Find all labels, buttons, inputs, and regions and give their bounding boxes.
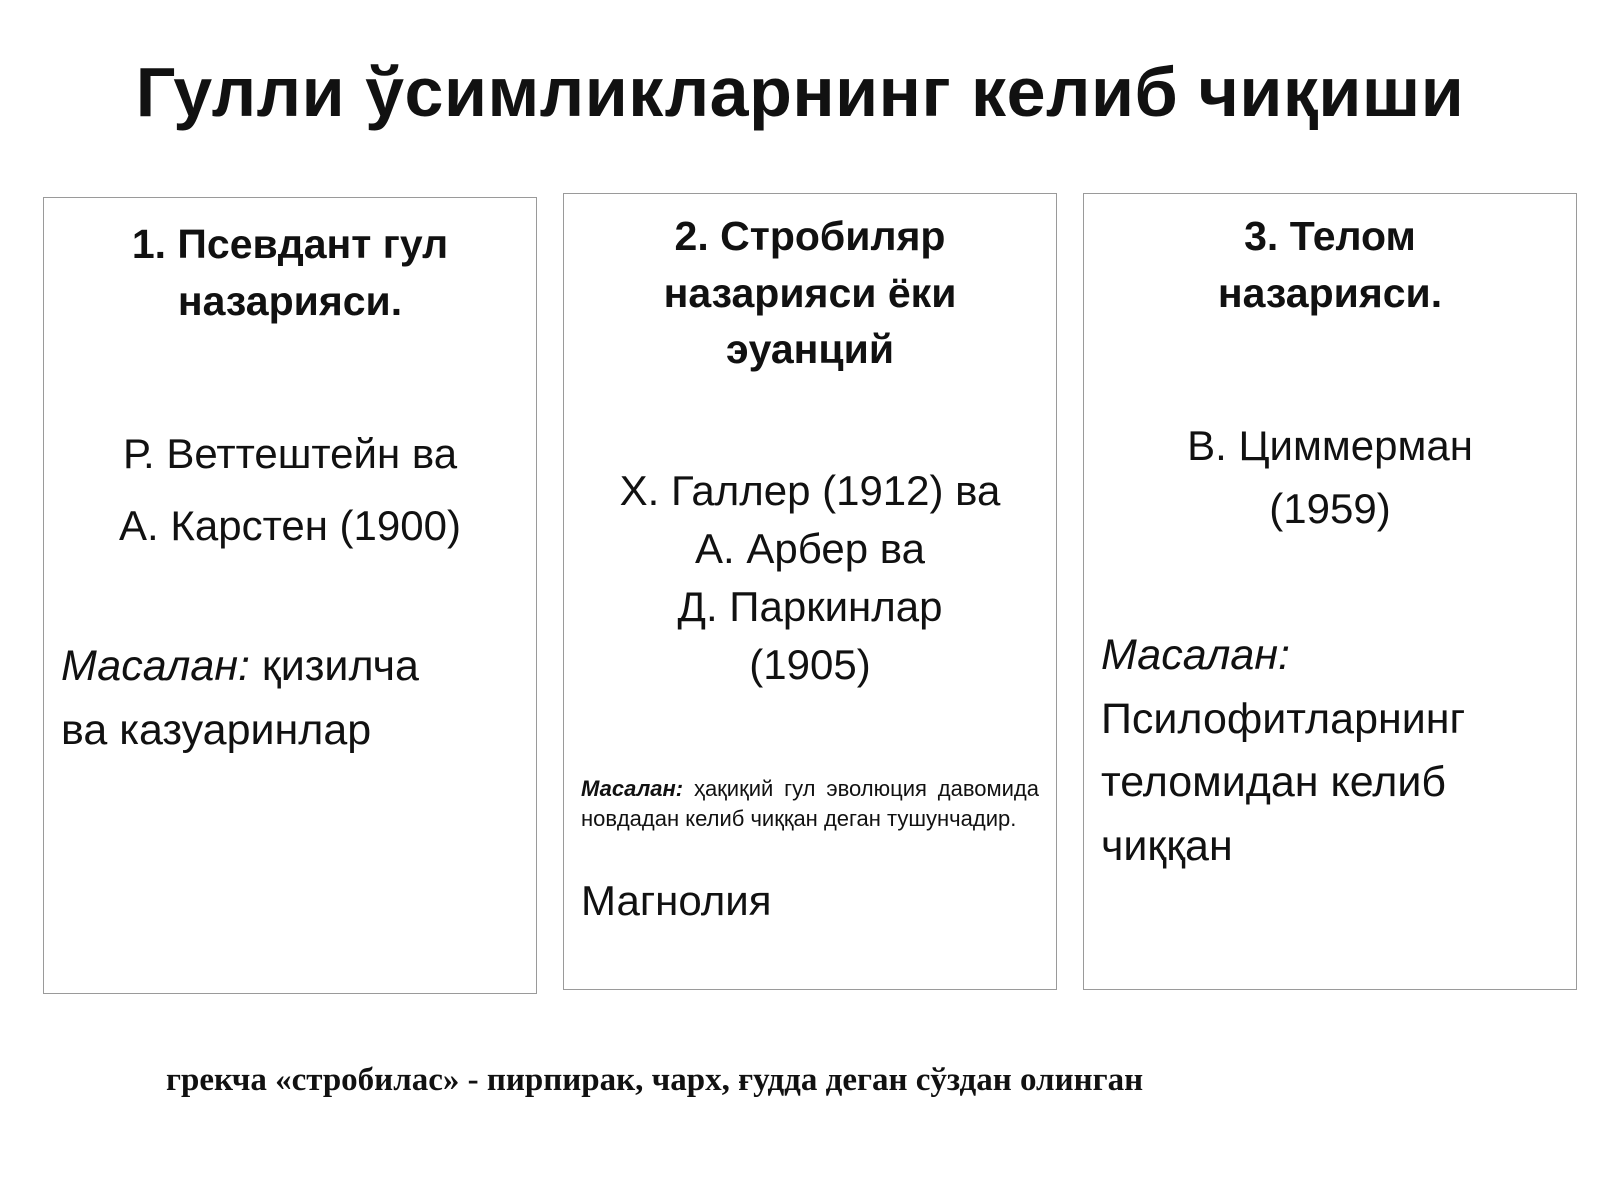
card-example-note xyxy=(581,774,1039,835)
author-line: В. Циммерман xyxy=(1187,422,1473,469)
card-example xyxy=(1101,624,1566,879)
author-line: А. Арбер ва xyxy=(695,524,925,572)
heading-line: эуанций xyxy=(725,326,895,373)
card-heading xyxy=(1094,208,1566,321)
author-line: А. Карстен (1900) xyxy=(119,502,461,550)
card-authors xyxy=(574,462,1046,694)
card-example xyxy=(61,635,526,762)
author-line: Х. Галлер (1912) ва xyxy=(619,467,1001,514)
heading-line: 3. Телом xyxy=(1244,213,1416,259)
heading-line: назарияси. xyxy=(1217,269,1443,316)
example-label: Масалан: xyxy=(581,776,684,801)
card-heading xyxy=(574,208,1046,378)
heading-line: назарияси. xyxy=(177,277,403,324)
heading-line: назарияси ёки xyxy=(663,269,957,316)
heading-line: 1. Псевдант гул xyxy=(131,221,449,267)
example-label: Масалан: xyxy=(1101,631,1290,679)
author-line: (1959) xyxy=(1269,485,1391,532)
theory-card-strobilar xyxy=(563,193,1057,990)
theory-card-telome xyxy=(1083,193,1577,990)
example-text: қизилча xyxy=(249,642,419,690)
card-authors xyxy=(54,418,526,562)
example-text: ҳақиқий гул эволюция давомида новдадан келиб чиққан деган тушунчадир. xyxy=(581,776,1039,832)
card-authors xyxy=(1094,414,1566,540)
example-text: теломидан келиб xyxy=(1101,758,1446,807)
author-line: Р. Веттештейн ва xyxy=(122,430,458,477)
example-label: Масалан: xyxy=(61,642,250,690)
example-text: Псилофитларнинг xyxy=(1101,694,1466,743)
example-text: ва казуаринлар xyxy=(61,705,372,754)
example-magnolia: Магнолия xyxy=(581,877,772,924)
author-line: Д. Паркинлар xyxy=(677,582,943,630)
card-heading xyxy=(54,216,526,329)
slide-title: Гулли ўсимликларнинг келиб чиқиши xyxy=(135,53,1465,131)
heading-line: 2. Стробиляр xyxy=(674,213,946,259)
author-line: (1905) xyxy=(749,640,871,688)
theory-card-pseudanthium xyxy=(43,197,537,994)
footer-note: грекча «стробилас» - пирпирак, чарх, ғудда деган сўздан олинган xyxy=(166,1062,1144,1098)
example-text: чиққан xyxy=(1101,821,1233,870)
